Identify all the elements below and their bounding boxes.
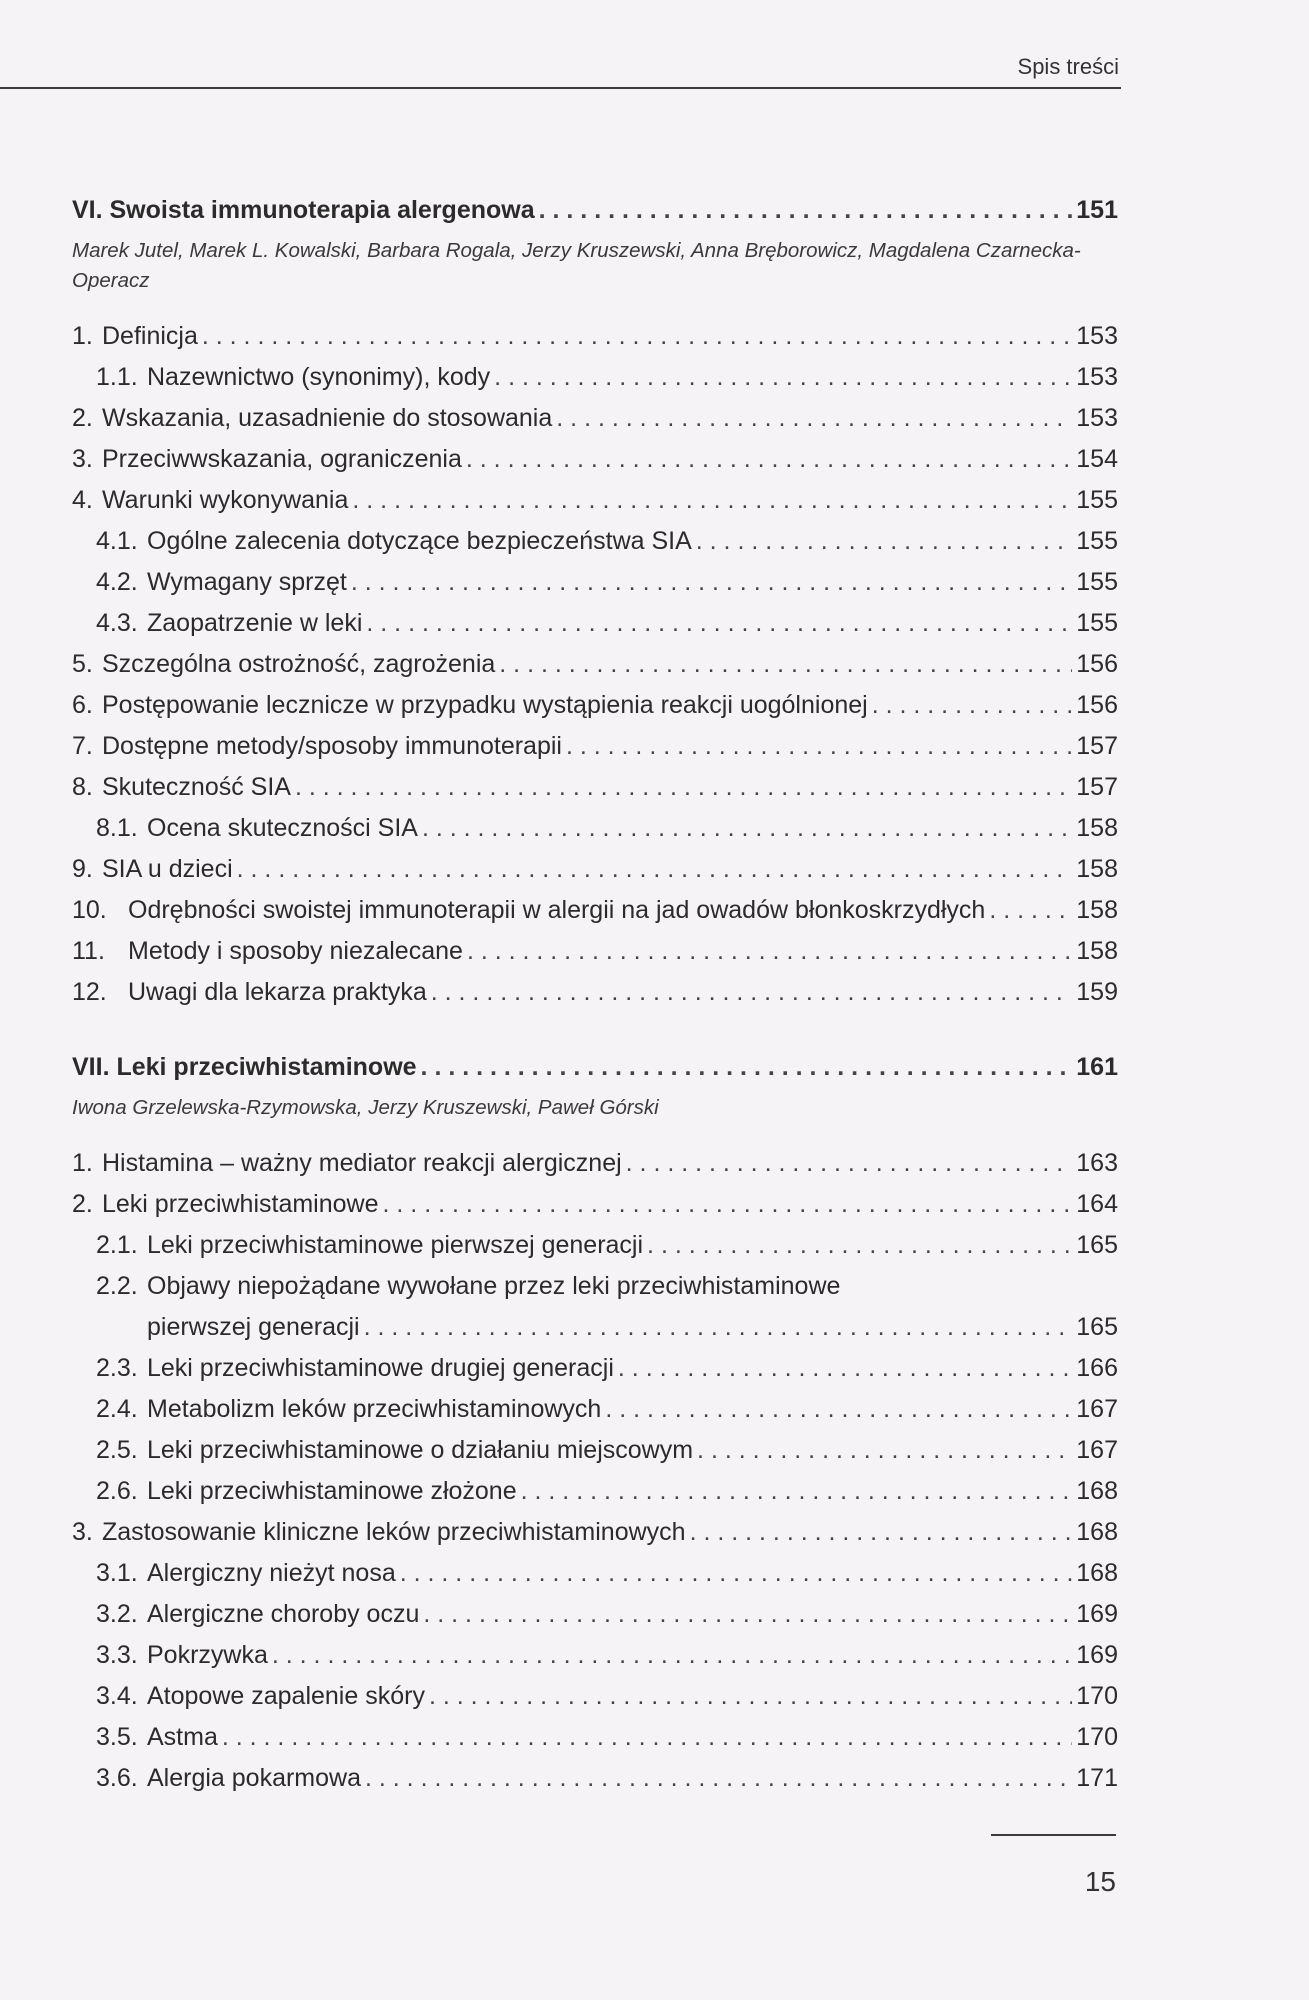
- entry-number: 7.: [72, 732, 93, 760]
- table-of-contents: [72, 196, 1118, 1839]
- entry-page: 156: [1076, 650, 1118, 678]
- toc-entry: [72, 814, 1118, 855]
- entry-page: 165: [1076, 1313, 1118, 1341]
- toc-entry: [72, 1395, 1118, 1436]
- entry-title: Objawy niepożądane wywołane przez leki przeciwhistaminowe: [147, 1272, 841, 1300]
- entry-title: Ocena skuteczności SIA: [147, 814, 418, 842]
- entry-number: 8.: [72, 773, 93, 801]
- dot-leader: [494, 363, 1072, 392]
- entry-page: 156: [1076, 691, 1118, 719]
- entry-title: Wymagany sprzęt: [147, 568, 347, 596]
- toc-entry: [72, 1723, 1118, 1764]
- toc-entry: [72, 978, 1118, 1019]
- entry-number: 2.3.: [96, 1354, 138, 1382]
- entry-number: 12.: [72, 978, 107, 1006]
- entry-page: 159: [1076, 978, 1118, 1006]
- entry-number: 2.4.: [96, 1395, 138, 1423]
- entry-title: Leki przeciwhistaminowe złożone: [147, 1477, 517, 1505]
- entry-number: 1.: [72, 1149, 93, 1177]
- entry-number: 3.3.: [96, 1641, 138, 1669]
- toc-entry: [72, 1272, 1118, 1354]
- entry-page: 169: [1076, 1641, 1118, 1669]
- entry-number: 11.: [72, 937, 105, 965]
- dot-leader: [989, 896, 1072, 925]
- dot-leader: [423, 1600, 1072, 1629]
- dot-leader: [521, 1477, 1073, 1506]
- entry-title: Definicja: [102, 322, 198, 350]
- dot-leader: [421, 1053, 1073, 1082]
- entry-title: Atopowe zapalenie skóry: [147, 1682, 425, 1710]
- entry-title: Pokrzywka: [147, 1641, 268, 1669]
- entry-title: Leki przeciwhistaminowe drugiej generacji: [147, 1354, 614, 1382]
- entry-page: 158: [1076, 855, 1118, 883]
- entry-number: 5.: [72, 650, 93, 678]
- toc-entry: [72, 1354, 1118, 1395]
- toc-entry: [72, 1477, 1118, 1518]
- dot-leader: [366, 609, 1072, 638]
- entry-number: 4.: [72, 486, 93, 514]
- entry-title: Postępowanie lecznicze w przypadku wystąpienia reakcji uogólnionej: [102, 691, 868, 719]
- toc-entry: [72, 609, 1118, 650]
- dot-leader: [400, 1559, 1073, 1588]
- entry-number: 2.2.: [96, 1272, 138, 1300]
- entry-page: 167: [1076, 1436, 1118, 1464]
- dot-leader: [556, 404, 1072, 433]
- entry-page: 166: [1076, 1354, 1118, 1382]
- footer-rule: [991, 1834, 1116, 1836]
- entry-page: 171: [1076, 1764, 1118, 1792]
- entry-number: 3.1.: [96, 1559, 138, 1587]
- entry-page: 153: [1076, 363, 1118, 391]
- dot-leader: [431, 978, 1073, 1007]
- toc-entry: [72, 896, 1118, 937]
- entry-page: 168: [1076, 1559, 1118, 1587]
- entry-title: Alergiczne choroby oczu: [147, 1600, 420, 1628]
- toc-entry: [72, 1518, 1118, 1559]
- toc-entry: [72, 322, 1118, 363]
- entry-title: Zastosowanie kliniczne leków przeciwhistaminowych: [102, 1518, 686, 1546]
- entry-title: Alergiczny nieżyt nosa: [147, 1559, 396, 1587]
- entry-page: 168: [1076, 1518, 1118, 1546]
- dot-leader: [605, 1395, 1072, 1424]
- toc-entry: [72, 1190, 1118, 1231]
- entry-title: SIA u dzieci: [102, 855, 233, 883]
- running-head: Spis treści: [1017, 54, 1119, 79]
- toc-entry: [72, 1641, 1118, 1682]
- entry-page: 155: [1076, 568, 1118, 596]
- entry-page: 153: [1076, 322, 1118, 350]
- entry-title: Wskazania, uzasadnienie do stosowania: [102, 404, 553, 432]
- entry-title: Nazewnictwo (synonimy), kody: [147, 363, 491, 391]
- entry-number: 8.1.: [96, 814, 138, 842]
- entry-page: 170: [1076, 1723, 1118, 1751]
- toc-section: [72, 196, 1118, 1019]
- dot-leader: [566, 732, 1072, 761]
- toc-entry: [72, 363, 1118, 404]
- toc-entry: [72, 527, 1118, 568]
- dot-leader: [351, 568, 1072, 597]
- dot-leader: [697, 1436, 1072, 1465]
- entry-title: Dostępne metody/sposoby immunoterapii: [102, 732, 562, 760]
- dot-leader: [364, 1313, 1073, 1342]
- entry-number: 3.2.: [96, 1600, 138, 1628]
- entry-title: Leki przeciwhistaminowe pierwszej generacji: [147, 1231, 644, 1259]
- toc-entry: [72, 691, 1118, 732]
- section-heading: [72, 1053, 1118, 1093]
- toc-entry: [72, 1231, 1118, 1272]
- entry-number: 2.: [72, 1190, 93, 1218]
- header-rule: [0, 87, 1121, 89]
- entry-title: Metabolizm leków przeciwhistaminowych: [147, 1395, 602, 1423]
- entry-number: 10.: [72, 896, 107, 924]
- dot-leader: [422, 814, 1072, 843]
- toc-entry: [72, 732, 1118, 773]
- section-title: VII. Leki przeciwhistaminowe: [72, 1053, 417, 1081]
- toc-entry: [72, 650, 1118, 691]
- dot-leader: [295, 773, 1072, 802]
- dot-leader: [647, 1231, 1072, 1260]
- entry-number: 3.6.: [96, 1764, 138, 1792]
- dot-leader: [539, 196, 1073, 225]
- entry-title: Leki przeciwhistaminowe o działaniu miejscowym: [147, 1436, 694, 1464]
- dot-leader: [202, 322, 1072, 351]
- entry-number: 9.: [72, 855, 93, 883]
- entry-page: 163: [1076, 1149, 1118, 1177]
- toc-entry: [72, 1682, 1118, 1723]
- entry-number: 4.3.: [96, 609, 138, 637]
- toc-entry: [72, 773, 1118, 814]
- entry-page: 153: [1076, 404, 1118, 432]
- entry-title: Zaopatrzenie w leki: [147, 609, 363, 637]
- section-authors: Iwona Grzelewska-Rzymowska, Jerzy Kruszewski, Paweł Górski: [72, 1096, 659, 1119]
- toc-entry: [72, 404, 1118, 445]
- dot-leader: [383, 1190, 1073, 1219]
- dot-leader: [696, 527, 1073, 556]
- entry-page: 154: [1076, 445, 1118, 473]
- entry-page: 157: [1076, 773, 1118, 801]
- entry-title: Ogólne zalecenia dotyczące bezpieczeństwa SIA: [147, 527, 692, 555]
- entry-title-continued: pierwszej generacji: [147, 1313, 360, 1341]
- entry-page: 165: [1076, 1231, 1118, 1259]
- toc-entry: [72, 937, 1118, 978]
- entry-number: 3.5.: [96, 1723, 138, 1751]
- dot-leader: [467, 937, 1072, 966]
- entry-number: 3.: [72, 445, 93, 473]
- entry-title: Przeciwwskazania, ograniczenia: [102, 445, 462, 473]
- page-number: 15: [1084, 1866, 1116, 1897]
- entry-title: Warunki wykonywania: [102, 486, 349, 514]
- toc-entry: [72, 568, 1118, 609]
- entry-number: 3.4.: [96, 1682, 138, 1710]
- entry-title: Alergia pokarmowa: [147, 1764, 361, 1792]
- entry-number: 1.1.: [96, 363, 138, 391]
- entry-title: Uwagi dla lekarza praktyka: [128, 978, 427, 1006]
- dot-leader: [466, 445, 1072, 474]
- dot-leader: [872, 691, 1073, 720]
- entry-number: 2.: [72, 404, 93, 432]
- entry-page: 170: [1076, 1682, 1118, 1710]
- toc-entry: [72, 445, 1118, 486]
- dot-leader: [365, 1764, 1072, 1793]
- toc-entry-line: [96, 1313, 1118, 1354]
- entry-number: 3.: [72, 1518, 93, 1546]
- dot-leader: [222, 1723, 1072, 1752]
- entry-page: 168: [1076, 1477, 1118, 1505]
- entry-page: 158: [1076, 896, 1118, 924]
- entry-page: 158: [1076, 814, 1118, 842]
- dot-leader: [429, 1682, 1072, 1711]
- dot-leader: [352, 486, 1072, 515]
- toc-entry: [72, 1600, 1118, 1641]
- entry-number: 4.1.: [96, 527, 138, 555]
- entry-page: 158: [1076, 937, 1118, 965]
- entry-title: Odrębności swoistej immunoterapii w alergii na jad owadów błonkoskrzydłych: [128, 896, 986, 924]
- entry-page: 164: [1076, 1190, 1118, 1218]
- entry-page: 155: [1076, 527, 1118, 555]
- toc-entry: [72, 855, 1118, 896]
- toc-entry-line: [96, 1272, 1118, 1313]
- entry-page: 169: [1076, 1600, 1118, 1628]
- entry-page: 167: [1076, 1395, 1118, 1423]
- entry-page: 155: [1076, 486, 1118, 514]
- dot-leader: [272, 1641, 1072, 1670]
- entry-number: 1.: [72, 322, 93, 350]
- entry-title: Skuteczność SIA: [102, 773, 291, 801]
- entry-page: 155: [1076, 609, 1118, 637]
- toc-entry: [72, 1436, 1118, 1477]
- entry-number: 6.: [72, 691, 93, 719]
- dot-leader: [237, 855, 1073, 884]
- entry-page: 157: [1076, 732, 1118, 760]
- entry-title: Astma: [147, 1723, 218, 1751]
- entry-number: 2.1.: [96, 1231, 138, 1259]
- toc-entry: [72, 486, 1118, 527]
- dot-leader: [499, 650, 1072, 679]
- toc-entry: [72, 1149, 1118, 1190]
- section-title: VI. Swoista immunoterapia alergenowa: [72, 196, 535, 224]
- entry-title: Szczególna ostrożność, zagrożenia: [102, 650, 496, 678]
- section-heading: [72, 196, 1118, 236]
- entry-title: Leki przeciwhistaminowe: [102, 1190, 379, 1218]
- entry-number: 4.2.: [96, 568, 138, 596]
- dot-leader: [626, 1149, 1073, 1178]
- dot-leader: [690, 1518, 1073, 1547]
- toc-entry: [72, 1559, 1118, 1600]
- entry-title: Histamina – ważny mediator reakcji alergicznej: [102, 1149, 622, 1177]
- toc-section: [72, 1053, 1118, 1805]
- section-page: 151: [1076, 196, 1118, 224]
- section-authors: Marek Jutel, Marek L. Kowalski, Barbara Rogala, Jerzy Kruszewski, Anna Bręborowicz, Magdalena Czarnecka-Operacz: [72, 239, 1081, 292]
- entry-number: 2.6.: [96, 1477, 138, 1505]
- toc-entry: [72, 1764, 1118, 1805]
- section-page: 161: [1076, 1053, 1118, 1081]
- entry-number: 2.5.: [96, 1436, 138, 1464]
- dot-leader: [618, 1354, 1072, 1383]
- entry-title: Metody i sposoby niezalecane: [128, 937, 463, 965]
